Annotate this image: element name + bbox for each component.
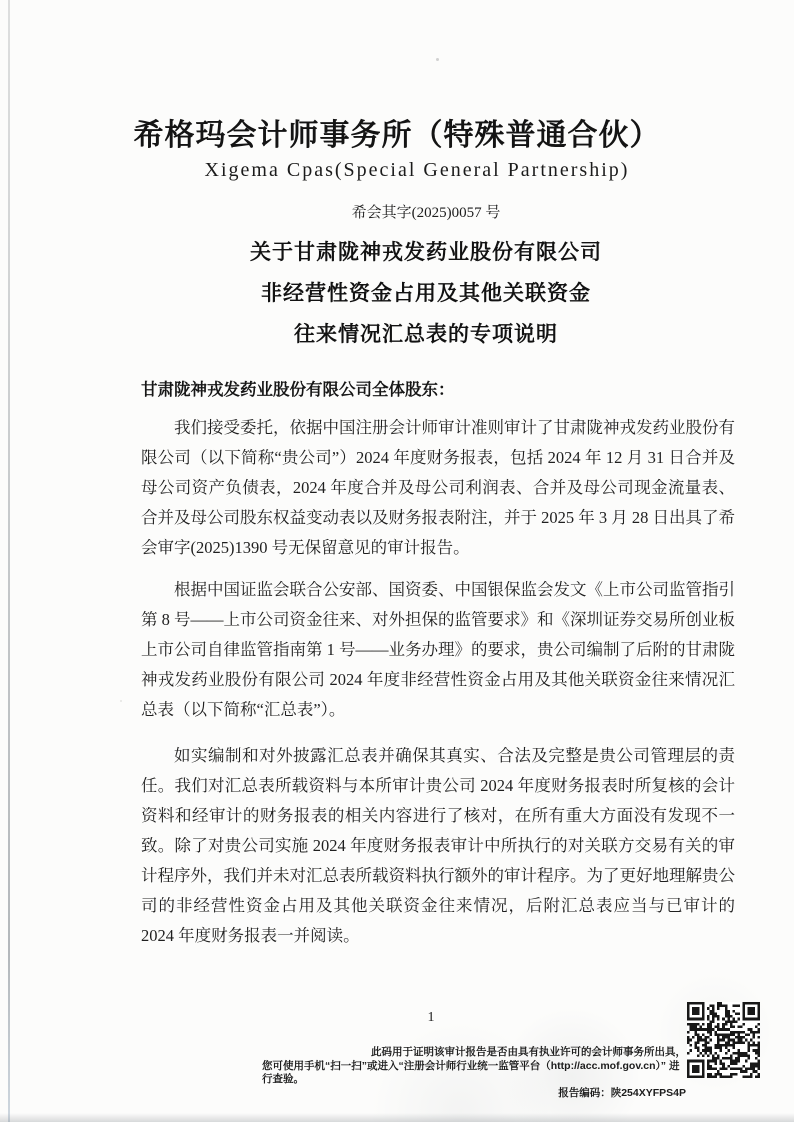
report-code: 报告编码：陕254XYFPS4P xyxy=(558,1086,686,1099)
document-number: 希会其字(2025)0057 号 xyxy=(351,205,501,221)
paper-bottom-shadow xyxy=(0,1113,794,1122)
firm-name-english: Xigema Cpas(Special General Partnership) xyxy=(204,159,630,181)
page-number: 1 xyxy=(427,1010,435,1025)
firm-name-chinese: 希格玛会计师事务所（特殊普通合伙） xyxy=(133,119,661,152)
report-title xyxy=(58,232,794,355)
verification-note xyxy=(262,1046,686,1100)
scan-speck xyxy=(120,700,122,702)
report-verification-qr-code xyxy=(687,1002,760,1078)
paragraph-responsibility: 如实编制和对外披露汇总表并确保其真实、合法及完整是贵公司管理层的责任。我们对汇总表所载资料与本所审计贵公司 2024 年度财务报表时所复核的会计资料和经审计的财务报表的相关内容进行了核对，在所有重大方面没有发现不一致。除了对贵公司实施 2024 年度财务报表审计中所执行的对关联方交易有关的审计程序外，我们并未对汇总表所载资料执行额外的审计程序。为了更好地理解贵公司的非经营性资金占用及其他关联资金往来情况，后附汇总表应当与已审计的 2024 年度财务报表一并阅读。 xyxy=(141,746,735,945)
salutation: 甘肃陇神戎发药业股份有限公司全体股东： xyxy=(141,380,455,399)
report-title-line-2: 非经营性资金占用及其他关联资金 xyxy=(261,281,591,305)
paragraph-regulatory-basis: 根据中国证监会联合公安部、国资委、中国银保监会发文《上市公司监管指引第 8 号——上市公司资金往来、对外担保的监管要求》和《深圳证券交易所创业板上市公司自律监管指南第 1 号——业务办理》的要求，贵公司编制了后附的甘肃陇神戎发药业股份有限公司 2024 年度非经营性资金占用及其他关联资金往来情况汇总表（以下简称“汇总表”）。 xyxy=(141,580,735,719)
report-body xyxy=(141,375,735,951)
report-title-line-1: 关于甘肃陇神戎发药业股份有限公司 xyxy=(250,240,602,264)
verification-note-line-1: 此码用于证明该审计报告是否由具有执业许可的会计师事务所出具， xyxy=(371,1046,686,1058)
report-title-line-3: 往来情况汇总表的专项说明 xyxy=(294,322,558,346)
scan-edge-artifact xyxy=(8,0,10,1122)
verification-note-line-2: 您可使用手机“扫一扫”或进入“注册会计师行业统一监管平台（http://acc.mof.gov.cn）” 进行查验。 xyxy=(262,1059,680,1086)
paragraph-audit-scope: 我们接受委托，依据中国注册会计师审计准则审计了甘肃陇神戎发药业股份有限公司（以下简称“贵公司”）2024 年度财务报表，包括 2024 年 12 月 31 日合并及母公司资产负债表，2024 年度合并及母公司利润表、合并及母公司现金流量表、合并及母公司股东权益变动表以及财务报表附注，并于 2025 年 3 月 28 日出具了希会审字(2025)1390 号无保留意见的审计报告。 xyxy=(141,418,735,557)
scan-speck xyxy=(436,58,439,61)
